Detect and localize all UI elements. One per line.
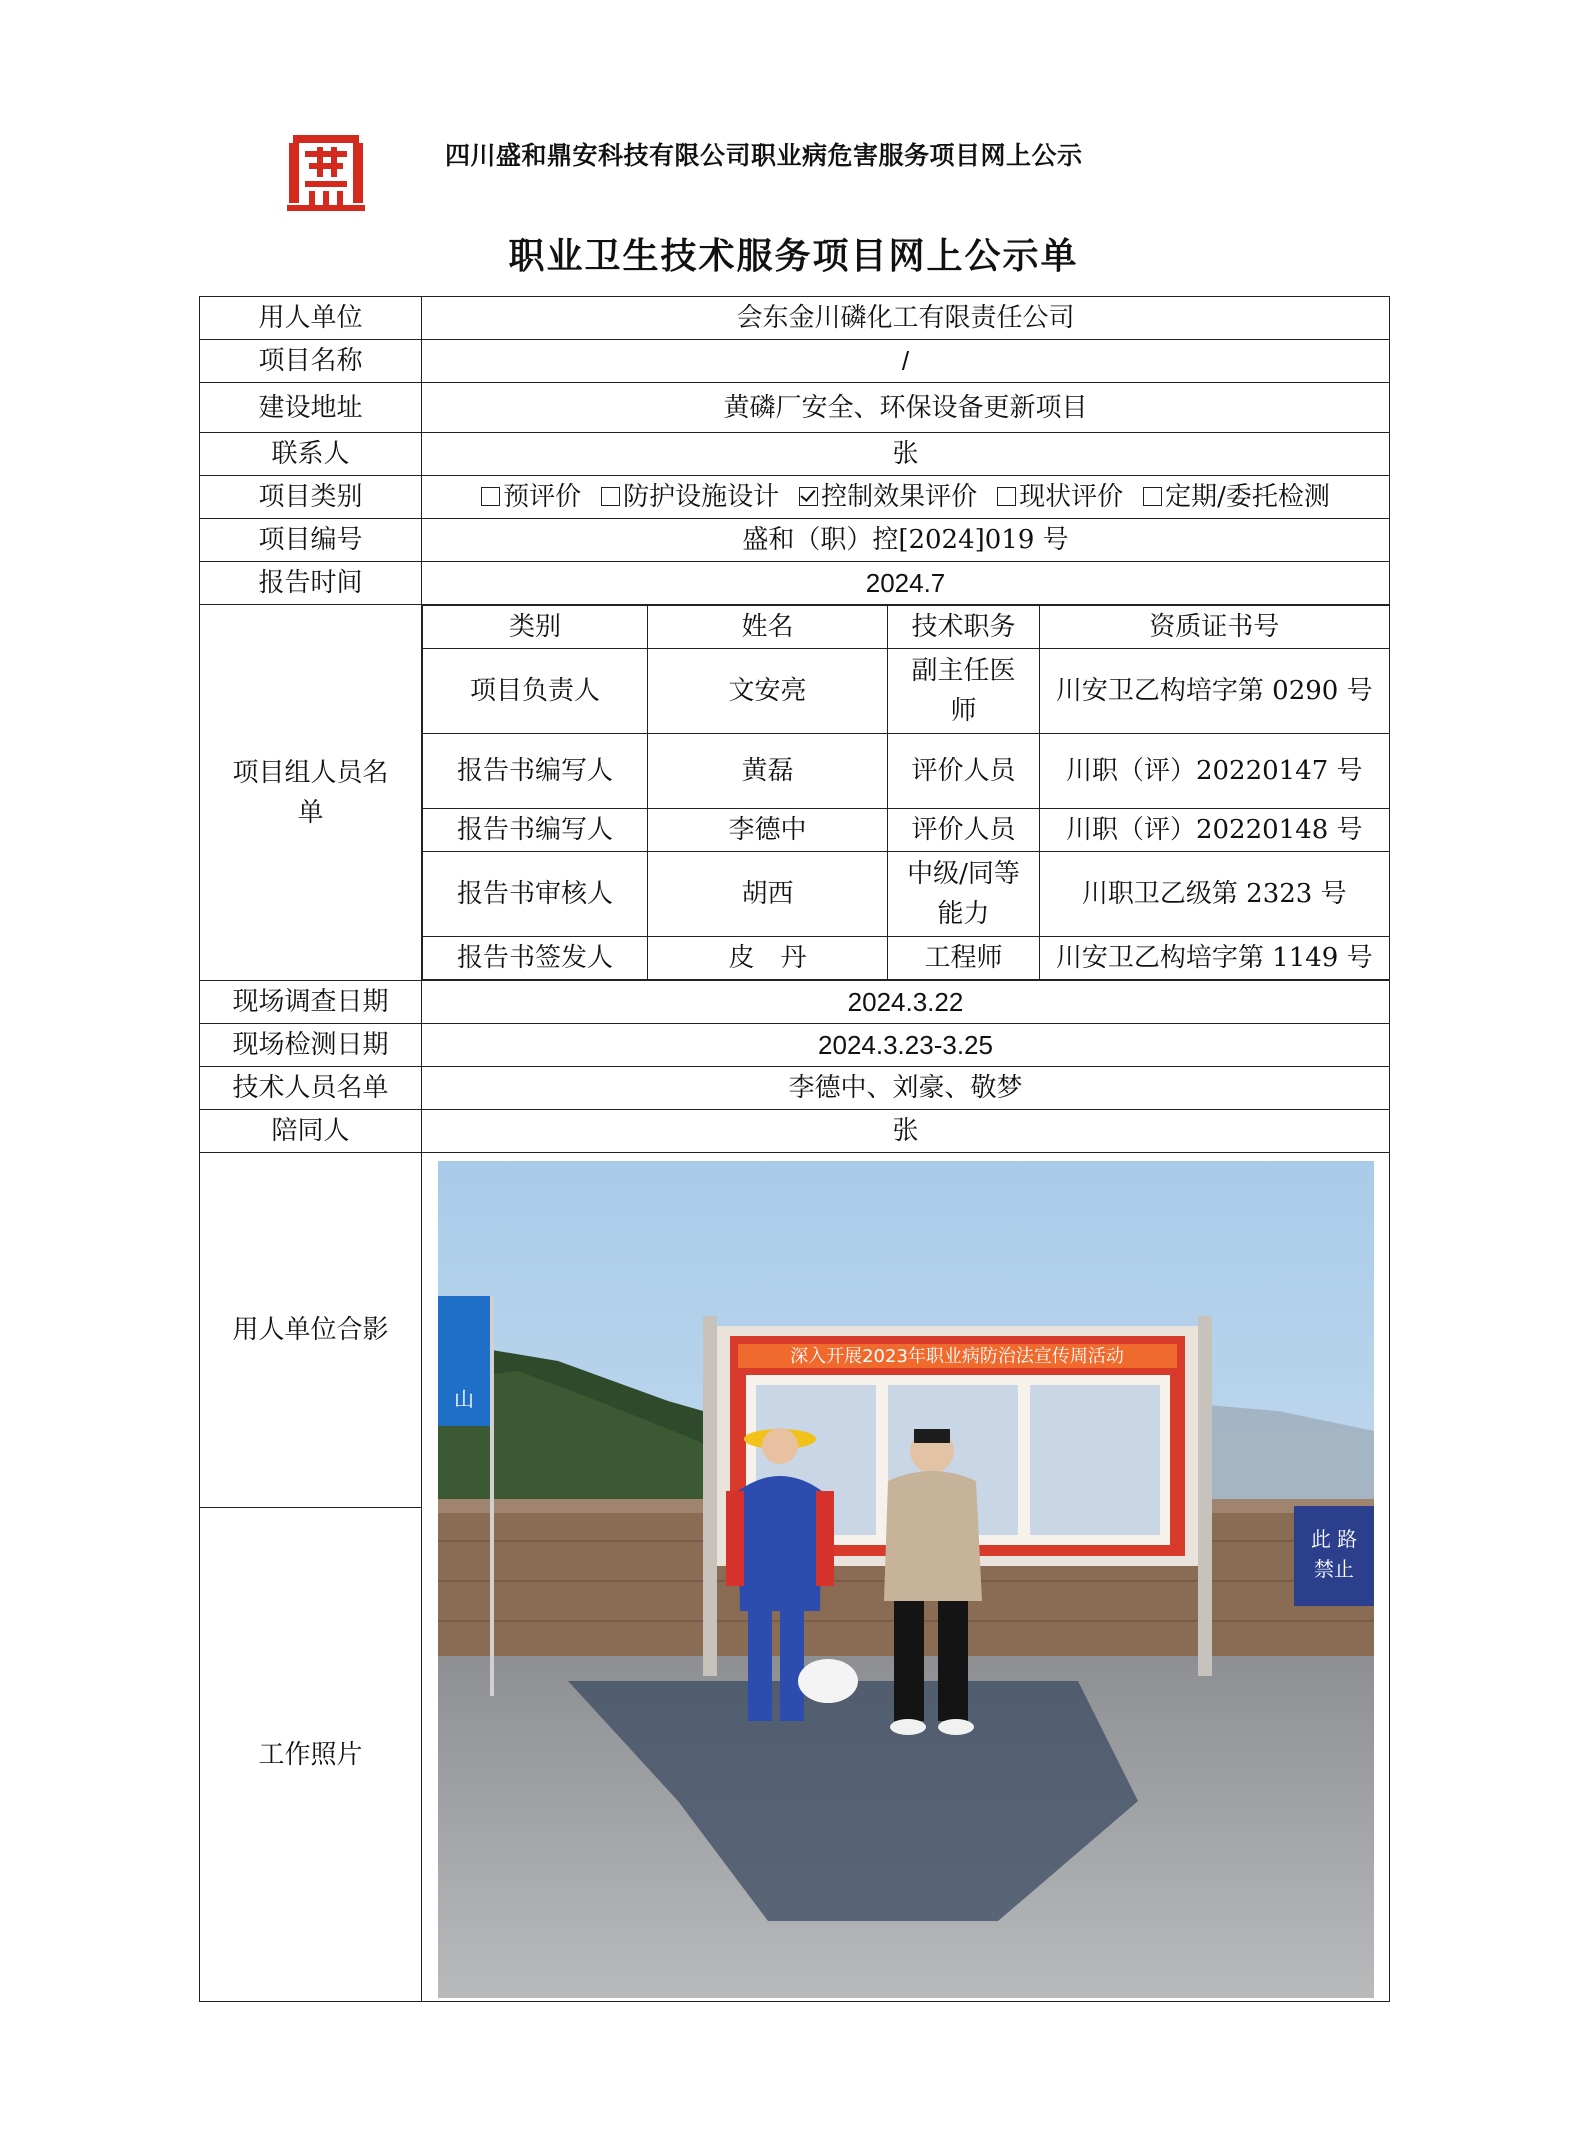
team-row: 报告书签发人 皮 丹 工程师 川安卫乙构培字第 1149 号 (423, 937, 1390, 980)
team-header-name: 姓名 (648, 606, 888, 649)
checkbox-unchecked-icon[interactable] (997, 487, 1016, 506)
team-cell (422, 605, 1390, 981)
category-options (422, 476, 1390, 519)
work-photo-label: 工作照片 (200, 1508, 422, 2002)
team-header-cert: 资质证书号 (1040, 606, 1390, 649)
team-table (422, 605, 1390, 980)
test-date-label: 现场检测日期 (200, 1024, 422, 1067)
team-header-title: 技术职务 (888, 606, 1040, 649)
company-header: 四川盛和鼎安科技有限公司职业病危害服务项目网上公示 (445, 141, 1083, 170)
tech-staff-label: 技术人员名单 (200, 1067, 422, 1110)
checkbox-unchecked-icon[interactable] (1143, 487, 1162, 506)
test-date-value: 2024.3.23-3.25 (422, 1024, 1390, 1067)
category-option-status: 现状评价 (997, 482, 1123, 512)
category-label: 项目类别 (200, 476, 422, 519)
report-time-label: 报告时间 (200, 562, 422, 605)
notice-table (199, 296, 1390, 2002)
project-no-value: 盛和（职）控[2024]019 号 (422, 519, 1390, 562)
category-option-periodic: 定期/委托检测 (1143, 482, 1330, 512)
category-option-design: 防护设施设计 (601, 482, 779, 512)
category-option-pre: 预评价 (481, 482, 581, 512)
sign-text-2: 禁止 (1314, 1557, 1354, 1581)
companion-label: 陪同人 (200, 1110, 422, 1153)
team-row: 项目负责人 文安亮 副主任医师 川安卫乙构培字第 0290 号 (423, 649, 1390, 734)
employer-label: 用人单位 (200, 297, 422, 340)
address-value: 黄磷厂安全、环保设备更新项目 (422, 383, 1390, 433)
employer-value: 会东金川磷化工有限责任公司 (422, 297, 1390, 340)
category-option-control: 控制效果评价 (799, 482, 977, 512)
page-title: 职业卫生技术服务项目网上公示单 (508, 235, 1079, 277)
team-row: 报告书审核人 胡西 中级/同等能力 川职卫乙级第 2323 号 (423, 852, 1390, 937)
report-time-value: 2024.7 (422, 562, 1390, 605)
group-photo (438, 1161, 1374, 1998)
survey-date-label: 现场调查日期 (200, 981, 422, 1024)
survey-date-value: 2024.3.22 (422, 981, 1390, 1024)
flag-text: 山 (454, 1387, 474, 1411)
project-name-label: 项目名称 (200, 340, 422, 383)
banner-text: 深入开展2023年职业病防治法宣传周活动 (790, 1346, 1124, 1367)
checkbox-unchecked-icon[interactable] (481, 487, 500, 506)
tech-staff-value: 李德中、刘豪、敬梦 (422, 1067, 1390, 1110)
project-no-label: 项目编号 (200, 519, 422, 562)
contact-label: 联系人 (200, 433, 422, 476)
companion-value: 张 (422, 1110, 1390, 1153)
photo-cell (422, 1153, 1390, 2002)
address-label: 建设地址 (200, 383, 422, 433)
sign-text-1: 此 路 (1310, 1527, 1358, 1551)
team-label: 项目组人员名单 (200, 605, 422, 981)
group-photo-label: 用人单位合影 (200, 1153, 422, 1508)
team-row: 报告书编写人 李德中 评价人员 川职（评）20220148 号 (423, 809, 1390, 852)
company-logo (287, 133, 365, 213)
checkbox-checked-icon[interactable] (799, 487, 818, 506)
team-header-category: 类别 (423, 606, 648, 649)
contact-value: 张 (422, 433, 1390, 476)
checkbox-unchecked-icon[interactable] (601, 487, 620, 506)
project-name-value: / (422, 340, 1390, 383)
team-row: 报告书编写人 黄磊 评价人员 川职（评）20220147 号 (423, 734, 1390, 809)
